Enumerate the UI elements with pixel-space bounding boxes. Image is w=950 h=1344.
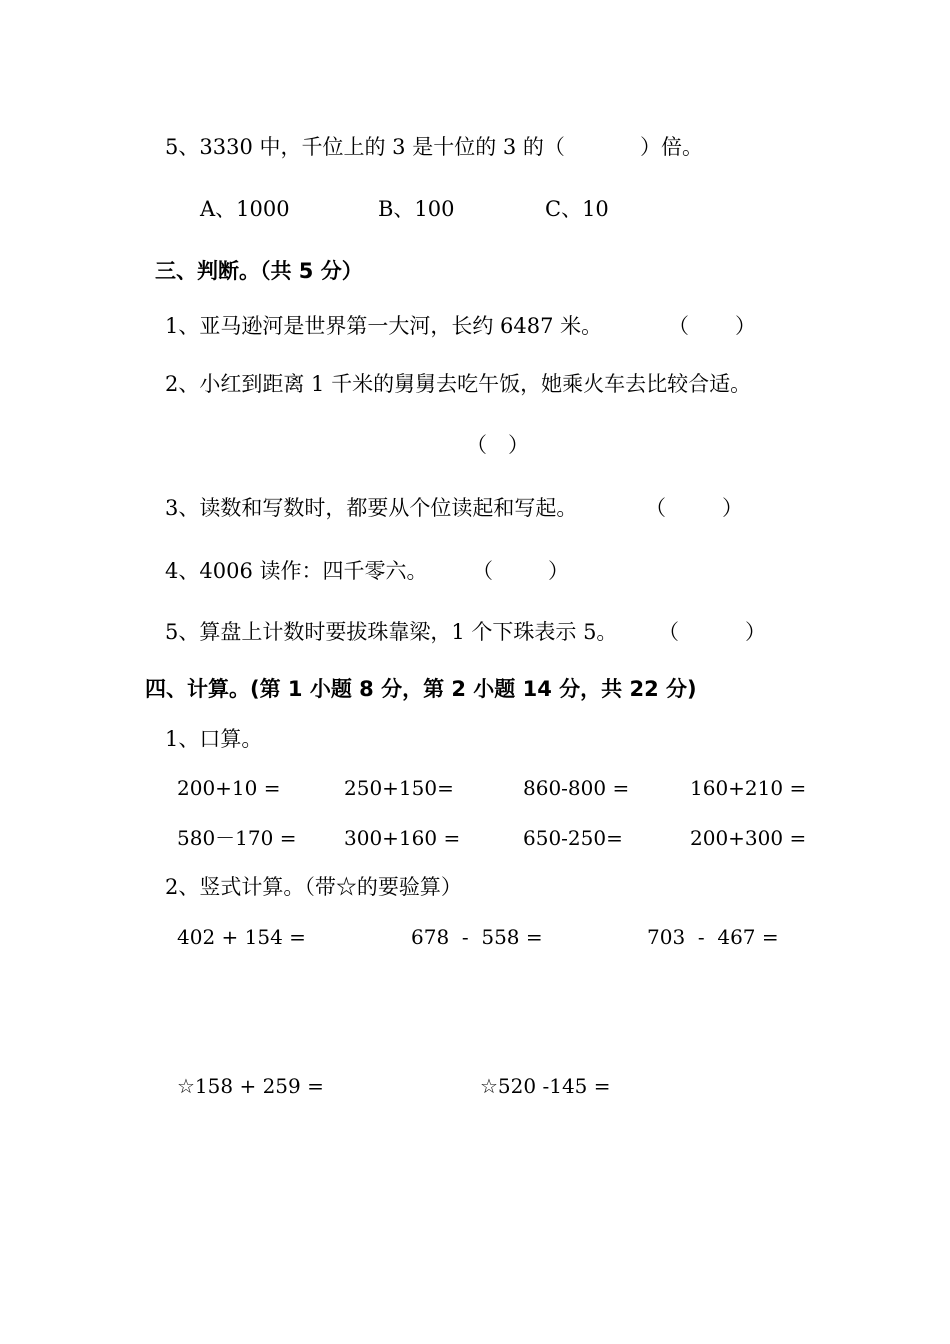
oral-calc-item: 160+210 = (690, 776, 807, 800)
vertical-calc-item: 703 - 467 = (647, 925, 779, 949)
oral-calc-item: 250+150= (344, 776, 454, 800)
vertical-calc-item: 678 - 558 = (411, 925, 543, 949)
oral-calc-item: 860-800 = (523, 776, 630, 800)
answer-close-paren: ） (745, 620, 766, 644)
sub-question-label: 1、口算。 (165, 727, 263, 751)
section-heading: 三、判断。（共 5 分） (155, 259, 363, 283)
answer-open-paren: （ (658, 620, 679, 644)
option-a: A、1000 (200, 197, 290, 221)
answer-close-paren: ） (722, 496, 743, 520)
option-c: C、10 (545, 197, 609, 221)
section-heading: 四、计算。(第 1 小题 8 分，第 2 小题 14 分，共 22 分) (145, 677, 697, 701)
vertical-calc-item: 402 + 154 = (177, 925, 306, 949)
option-b: B、100 (378, 197, 455, 221)
answer-open-paren: （ (645, 496, 666, 520)
answer-close-paren: ） (735, 314, 756, 338)
question-close-paren: ）倍。 (640, 135, 703, 159)
sub-question-label: 2、竖式计算。（带☆的要验算） (165, 875, 462, 899)
answer-close-paren: ） (508, 433, 529, 457)
oral-calc-item: 650-250= (523, 826, 623, 850)
oral-calc-item: 300+160 = (344, 826, 461, 850)
answer-open-paren: （ (466, 433, 487, 457)
oral-calc-item: 200+300 = (690, 826, 807, 850)
judgement-item-text: 1、亚马逊河是世界第一大河，长约 6487 米。 (165, 314, 603, 338)
answer-close-paren: ） (548, 559, 569, 583)
judgement-item-text: 2、小红到距离 1 千米的舅舅去吃午饭，她乘火车去比较合适。 (165, 372, 752, 396)
judgement-item-text: 4、4006 读作：四千零六。 (165, 559, 428, 583)
vertical-calc-item: ☆520 -145 = (480, 1074, 611, 1098)
oral-calc-item: 580－170 = (177, 826, 297, 850)
answer-open-paren: （ (472, 559, 493, 583)
judgement-item-text: 5、算盘上计数时要拔珠靠梁，1 个下珠表示 5。 (165, 620, 618, 644)
vertical-calc-item: ☆158 + 259 = (177, 1074, 324, 1098)
judgement-item-text: 3、读数和写数时，都要从个位读起和写起。 (165, 496, 578, 520)
oral-calc-item: 200+10 = (177, 776, 281, 800)
question-text: 5、3330 中，千位上的 3 是十位的 3 的（ (165, 135, 565, 159)
answer-open-paren: （ (668, 314, 689, 338)
